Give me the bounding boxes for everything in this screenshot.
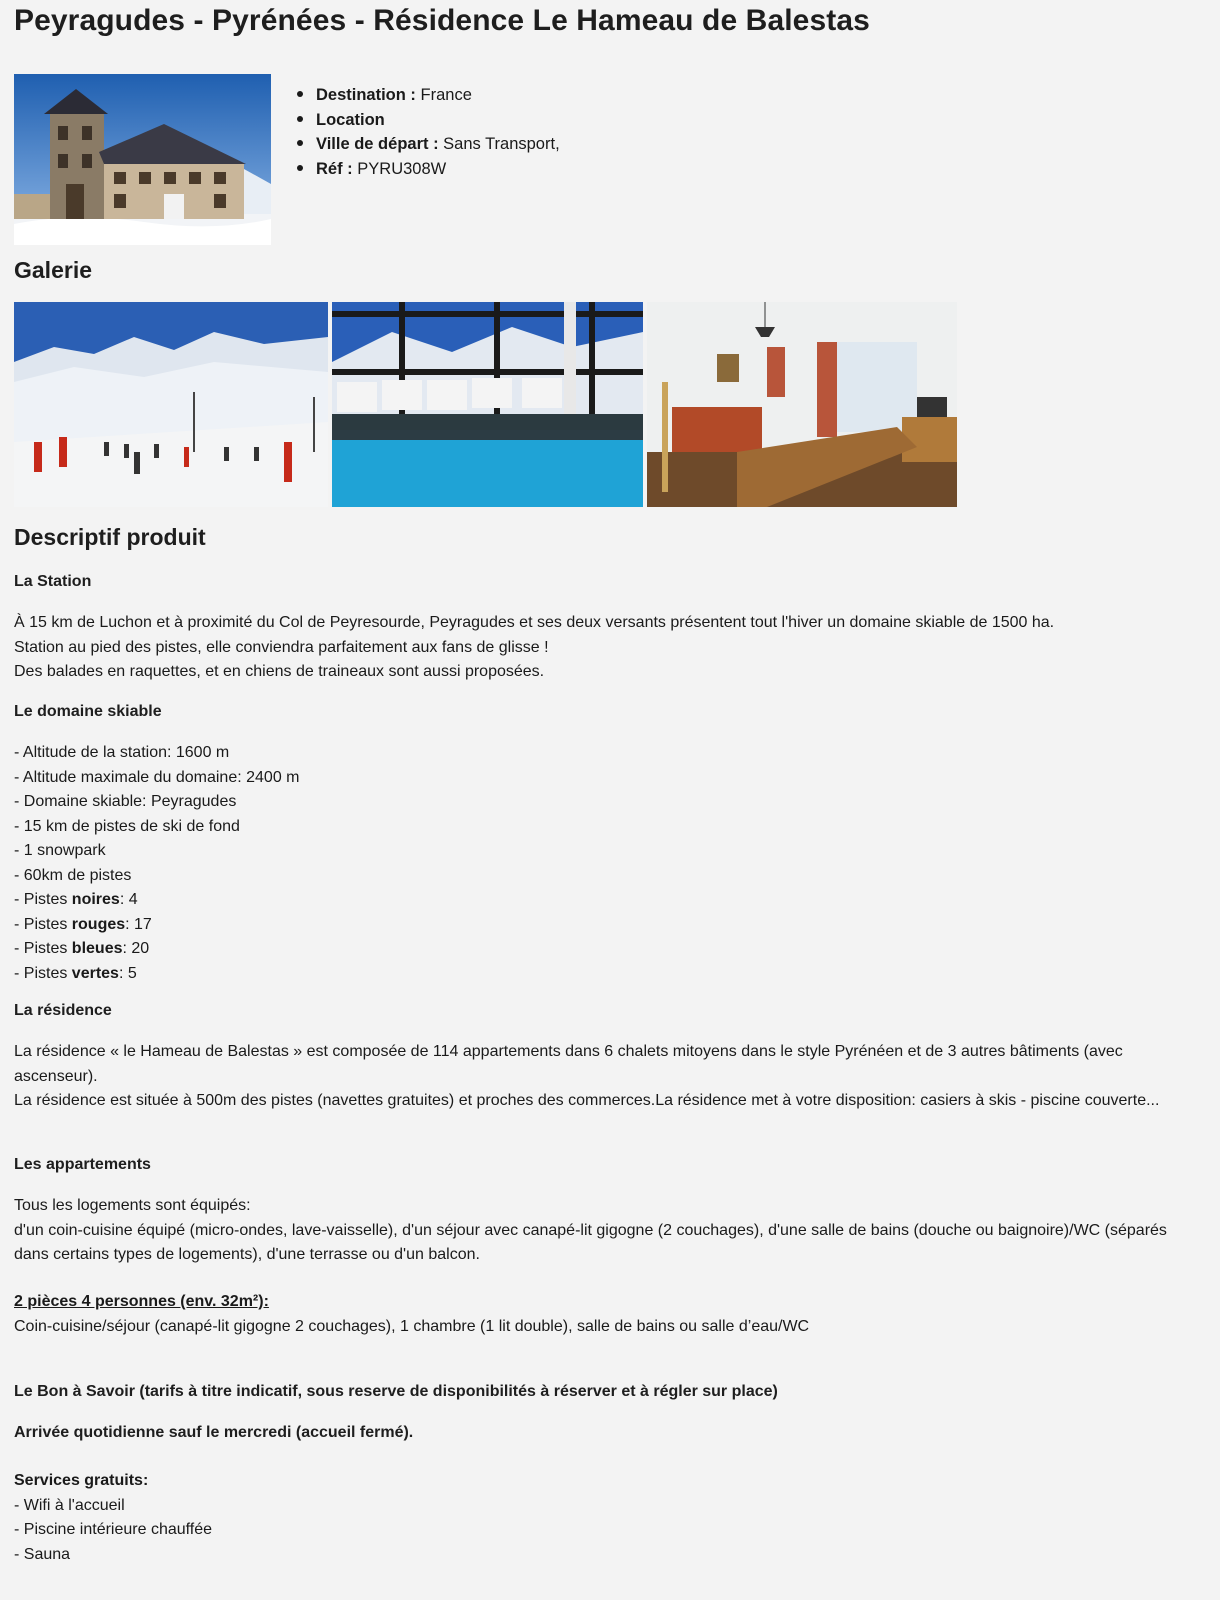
ski-area-item: - 60km de pistes: [14, 866, 132, 884]
gallery-room-drawing: [647, 302, 957, 507]
gallery-photo-pool[interactable]: [332, 302, 643, 507]
station-line: À 15 km de Luchon et à proximité du Col de Peyresourde, Peyragudes et ses deux versants présentent tout l'hiver un domaine skiable de 1500 ha.: [14, 614, 1055, 631]
apartments-text: [14, 1194, 1194, 1268]
ski-area-item: - Domaine skiable: Peyragudes: [14, 793, 237, 810]
free-service-item: - Piscine intérieure chauffée: [14, 1521, 213, 1538]
apartments-para: d'un coin-cuisine équipé (micro-ondes, lave-vaisselle), d'un séjour avec canapé-lit gigogne (2 couchages), d'une salle de bains (douche ou baignoire)/WC (séparés dans certains types de logements), d'une terrasse ou d'un balcon.: [14, 1221, 1167, 1263]
ski-area-item: - 1 snowpark: [14, 842, 106, 859]
free-service-item: - Sauna: [14, 1545, 71, 1563]
station-text: [14, 611, 1204, 685]
product-info-list: [296, 83, 560, 181]
page-title: Peyragudes - Pyrénées - Résidence Le Hameau de Balestas: [14, 4, 870, 37]
residence-text: [14, 1040, 1174, 1114]
section-residence-title: La résidence: [14, 1002, 112, 1019]
ski-area-item: - 15 km de pistes de ski de fond: [14, 817, 240, 835]
gallery-photo-ski-slope[interactable]: [14, 302, 328, 507]
apartment-type-desc: Coin-cuisine/séjour (canapé-lit gigogne 2 couchages), 1 chambre (1 lit double), salle de bains ou salle d’eau/WC: [14, 1317, 810, 1335]
residence-para: La résidence est située à 500m des pistes (navettes gratuites) et proches des commerces.La résidence met à votre disposition: casiers à skis - piscine couverte...: [14, 1092, 1160, 1109]
gallery-pool-drawing: [332, 302, 643, 507]
slope-red: - Pistes rouges: 17: [14, 915, 152, 933]
residence-photo[interactable]: [14, 74, 271, 245]
slope-black: - Pistes noires: 4: [14, 891, 138, 908]
apartment-type: [14, 1290, 1204, 1339]
station-line: Station au pied des pistes, elle conviendra parfaitement aux fans de glisse !: [14, 638, 549, 656]
description-heading: Descriptif produit: [14, 524, 206, 550]
section-apartments-title: Les appartements: [14, 1156, 151, 1173]
free-services-title: Services gratuits:: [14, 1472, 149, 1489]
info-departure: Ville de départ : Sans Transport,: [296, 132, 560, 157]
residence-photo-drawing: [14, 74, 271, 245]
apartment-type-title: 2 pièces 4 personnes (env. 32m²):: [14, 1293, 269, 1310]
gallery-heading: Galerie: [14, 257, 92, 283]
residence-para: La résidence « le Hameau de Balestas » est composée de 114 appartements dans 6 chalets mitoyens dans le style Pyrénéen et de 3 autres bâtiments (avec ascenseur).: [14, 1043, 1123, 1085]
ski-area-list: [14, 741, 1204, 986]
free-services: [14, 1469, 1204, 1567]
info-destination: Destination : France: [296, 83, 560, 108]
gallery-photo-living-room[interactable]: [647, 302, 957, 507]
section-ski-area-title: Le domaine skiable: [14, 703, 162, 720]
slope-blue: - Pistes bleues: 20: [14, 940, 150, 957]
ski-area-item: - Altitude maximale du domaine: 2400 m: [14, 768, 300, 786]
free-service-item: - Wifi à l'accueil: [14, 1496, 125, 1514]
section-station-title: La Station: [14, 573, 92, 590]
station-line: Des balades en raquettes, et en chiens de traineaux sont aussi proposées.: [14, 663, 545, 680]
info-ref: Réf : PYRU308W: [296, 157, 560, 182]
gallery-ski-drawing: [14, 302, 328, 507]
slope-green: - Pistes vertes: 5: [14, 964, 137, 982]
info-type: Location: [296, 108, 560, 133]
apartments-intro: Tous les logements sont équipés:: [14, 1197, 251, 1214]
ski-area-item: - Altitude de la station: 1600 m: [14, 744, 230, 761]
section-good-to-know-title: Le Bon à Savoir (tarifs à titre indicatif, sous reserve de disponibilités à réserver et à régler sur place): [14, 1383, 778, 1400]
arrival-info: Arrivée quotidienne sauf le mercredi (accueil fermé).: [14, 1424, 414, 1441]
